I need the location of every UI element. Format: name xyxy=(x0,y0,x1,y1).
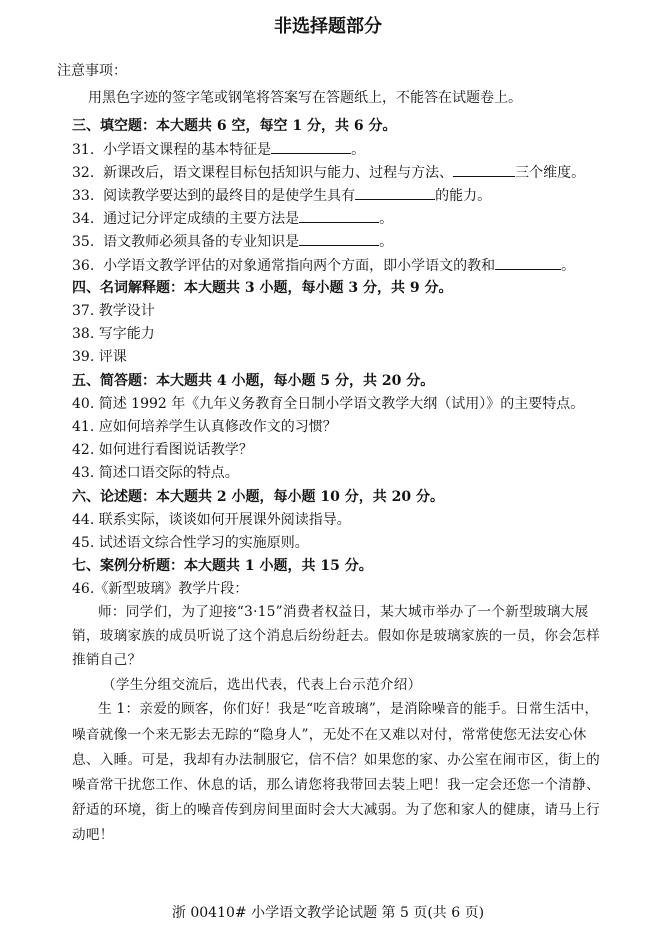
page-title: 非选择题部分 xyxy=(274,16,382,37)
question-33: 33. 阅读教学要达到的最终目的是使学生具有 的能力。 xyxy=(72,188,492,204)
page-footer: 浙 00410# 小学语文教学论试题 第 5 页(共 6 页) xyxy=(171,905,485,921)
stage-note: （学生分组交流后，选出代表，代表上台示范介绍） xyxy=(102,677,422,693)
question-39: 39. 评课 xyxy=(72,349,127,365)
student-line: 息、入睡。可是，我却有办法制服它，信不信？如果您的家、办公室在闹市区，街上的 xyxy=(72,752,600,768)
question-46: 46.《新型玻璃》教学片段： xyxy=(72,581,249,597)
student-line: 噪音常干扰您工作、休息的话，那么请您将我带回去装上吧！我一定会还您一个清静、 xyxy=(72,777,600,793)
question-45: 45. 试述语文综合性学习的实施原则。 xyxy=(72,535,309,551)
teacher-line: 销，玻璃家族的成员听说了这个消息后纷纷赶去。假如你是玻璃家族的一员，你会怎样 xyxy=(72,628,600,644)
student-line: 舒适的环境，街上的噪音传到房间里面时会大大减弱。为了您和家人的健康，请马上行 xyxy=(72,802,600,818)
question-40: 40. 简述 1992 年《九年义务教育全日制小学语文教学大纲（试用）》的主要特点。 xyxy=(72,396,585,412)
section-7-heading: 七、案例分析题：本大题共 1 小题，共 15 分。 xyxy=(72,558,373,574)
teacher-line: 推销自己？ xyxy=(72,652,142,668)
question-31: 31. 小学语文课程的基本特征是 。 xyxy=(72,142,366,158)
question-36: 36. 小学语文教学评估的对象通常指向两个方面，即小学语文的教和 。 xyxy=(72,258,576,274)
question-37: 37. 教学设计 xyxy=(72,303,155,319)
notice-label: 注意事项： xyxy=(57,63,127,79)
notice-text: 用黑色字迹的签字笔或钢笔将答案写在答题纸上，不能答在试题卷上。 xyxy=(88,90,522,106)
section-5-heading: 五、简答题：本大题共 4 小题，每小题 5 分，共 20 分。 xyxy=(72,373,435,389)
question-32: 32. 新课改后，语文课程目标包括知识与能力、过程与方法、 三个维度。 xyxy=(72,165,586,181)
question-34: 34. 通过记分评定成绩的主要方法是 。 xyxy=(72,211,394,227)
question-42: 42. 如何进行看图说话教学？ xyxy=(72,442,253,458)
student-line: 动吧！ xyxy=(72,827,114,843)
question-44: 44. 联系实际，谈谈如何开展课外阅读指导。 xyxy=(72,512,351,528)
question-38: 38. 写字能力 xyxy=(72,326,155,342)
section-3-heading: 三、填空题：本大题共 6 空，每空 1 分，共 6 分。 xyxy=(72,118,397,134)
section-4-heading: 四、名词解释题：本大题共 3 小题，每小题 3 分，共 9 分。 xyxy=(72,280,453,296)
teacher-line: 师：同学们，为了迎接“3·15”消费者权益日，某大城市举办了一个新型玻璃大展 xyxy=(98,604,589,620)
section-6-heading: 六、论述题：本大题共 2 小题，每小题 10 分，共 20 分。 xyxy=(72,489,444,505)
question-35: 35. 语文教师必须具备的专业知识是 。 xyxy=(72,234,394,250)
student-line: 生 1：亲爱的顾客，你们好！我是“吃音玻璃”，是消除噪音的能手。日常生活中， xyxy=(98,701,599,717)
question-43: 43. 简述口语交际的特点。 xyxy=(72,465,239,481)
question-41: 41. 应如何培养学生认真修改作文的习惯？ xyxy=(72,419,337,435)
student-line: 噪音就像一个来无影去无踪的“隐身人”，无处不在又难以对付，常常使您无法安心休 xyxy=(72,727,587,743)
